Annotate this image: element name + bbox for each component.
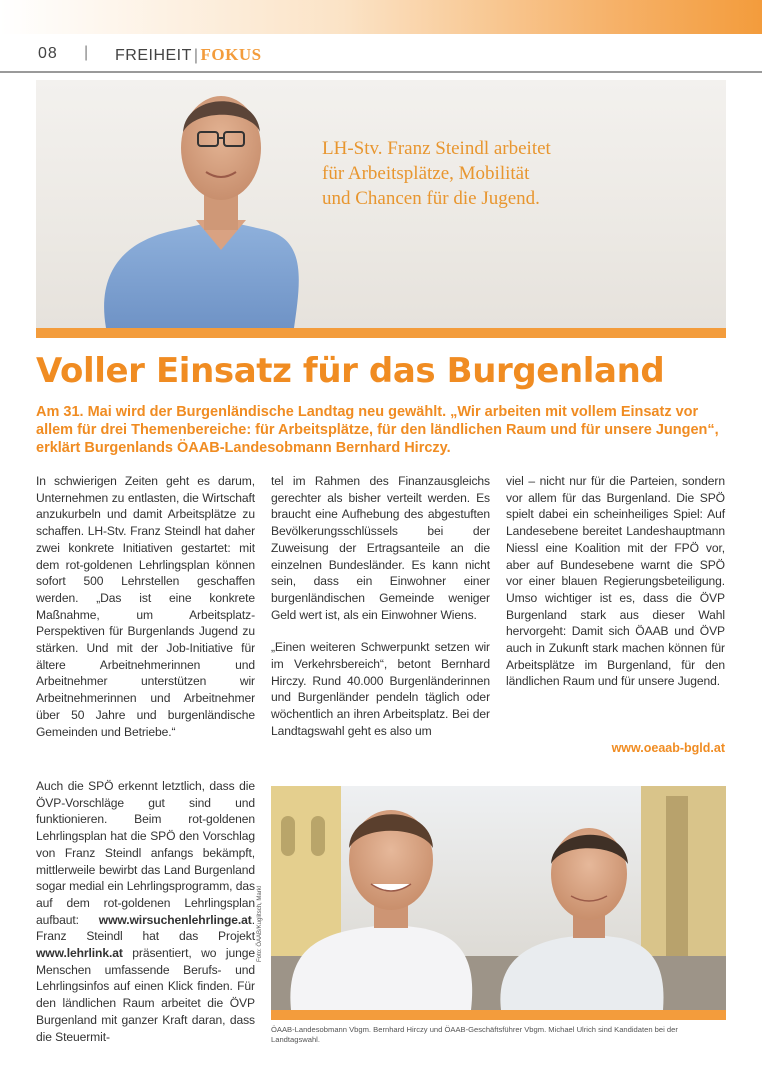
candidates-illustration: [271, 786, 726, 1010]
article-column-1-continued: [36, 778, 255, 1045]
photo-accent-bar: [271, 1010, 726, 1020]
article-column-2: [271, 473, 490, 740]
section-title-fokus: FOKUS: [200, 45, 262, 64]
photo-hirczy-ulrich: [271, 786, 726, 1010]
article-column-3: [506, 473, 725, 690]
photo-credit: Foto: ÖAAB/Kuglitsch, Markl: [257, 885, 263, 962]
paragraph: [36, 778, 255, 1045]
article-headline: Voller Einsatz für das Burgenland: [36, 351, 665, 391]
page-number: 08: [38, 45, 58, 62]
photo-caption: ÖAAB-Landesobmann Vbgm. Bernhard Hirczy und ÖAAB-Geschäftsführer Vbgm. Michael Ulrich sind Kandidaten bei der Landtagswahl.: [271, 1025, 678, 1044]
header-separator: |: [84, 44, 89, 61]
section-title-divider: |: [193, 47, 199, 64]
paragraph-text: . Franz Steindl hat das Projekt: [36, 912, 255, 944]
paragraph-text: Auch die SPÖ erkennt letztlich, dass die ÖVP-Vorschläge gut sind und funktionieren. Beim rot-goldenen Lehrlingsplan hat die SPÖ den Vorschlag von Franz Steindl anfangs bekämpft, mittlerweile bewirbt das Land Burgenland sogar medial ein Lehrlingsprogramm, das auf dem rot-goldenen Lehrlingsplan aufbaut:: [36, 779, 255, 927]
article-lead: Am 31. Mai wird der Burgenländische Landtag neu gewählt. „Wir arbeiten mit vollem Einsatz vor allem für drei Themenbereiche: für Arbeitsplätze, für den ländlichen Raum und für unsere Jungen“, erklärt Burgenlands ÖAAB-Landesobmann Bernhard Hirczy.: [36, 404, 719, 456]
hero-accent-bar: [36, 328, 726, 338]
hero-quote-line: und Chancen für die Jugend.: [322, 188, 540, 209]
section-title-freiheit: FREIHEIT: [115, 47, 192, 64]
header-rule: [0, 71, 762, 73]
top-gradient-band: [0, 0, 762, 34]
lehrlink-link[interactable]: www.lehrlink.at: [36, 946, 123, 961]
paragraph-text: präsentiert, wo junge Menschen umfassende Berufs- und Lehrlingsinfos auf einen Klick finden. Für den ländlichen Raum arbeitet die ÖVP Burgenland mit ganzer Kraft daran, dass die Steuermit-: [36, 946, 255, 1044]
hero-quote: [322, 136, 682, 211]
oeaab-website-link[interactable]: www.oeaab-bgld.at: [611, 741, 725, 755]
section-title: [115, 45, 262, 65]
article-column-1: [36, 473, 255, 740]
paragraph: tel im Rahmen des Finanzausgleichs gerechter als bisher verteilt werden. Es braucht eine Aufhebung des abgestuften Bevölkerungsschlüssels bei der Zuweisung der Ertragsanteile an die einzelnen Bundesländer. Es kann nicht sein, dass ein Einwohner einer burgenländischen Gemeinde weniger Geld wert ist, als ein Einwohner Wiens.: [271, 474, 490, 622]
paragraph: In schwierigen Zeiten geht es darum, Unternehmen zu entlasten, die Wirtschaft anzukurbeln und damit Arbeitsplätze zu schaffen. LH-Stv. Franz Steindl hat daher zwei konkrete Initiativen gestartet: mit dem rot-goldenen Lehrlingsplan können sofort 500 Lehrstellen geschaffen werden. „Das ist eine konkrete Maßnahme, um Arbeitsplatz-Perspektiven für Burgenlands Jugend zu stärken. Und mit der Job-Initiative für ältere Arbeitnehmerinnen und Arbeitnehmer unterstützen wir Arbeitnehmerinnen und Arbeitnehmer über 50 Jahre und burgenländische Gemeinden und Betriebe.“: [36, 474, 255, 739]
hero-quote-line: für Arbeitsplätze, Mobilität: [322, 163, 530, 184]
paragraph: viel – nicht nur für die Parteien, sondern vor allem für das Burgenland. Die SPÖ spielt dabei ein scheinheiliges Spiel: Auf Landesebene bereitet Landeshauptmann Niessl eine Koalition mit der FPÖ vor, aber auf Bundesebene warnt die SPÖ vor einer blauen Regierungsbeteiligung. Umso wichtiger ist es, dass die ÖVP Burgenland stark aus dieser Wahl hervorgeht: Damit sich ÖAAB und ÖVP auch in Zukunft stark machen können für Arbeitsplätze im Burgenland, für den ländlichen Raum und für unsere Jugend.: [506, 474, 725, 689]
wirsuchenlehrlinge-link[interactable]: www.wirsuchenlehrlinge.at: [98, 912, 252, 927]
paragraph: „Einen weiteren Schwerpunkt setzen wir im Verkehrsbereich“, betont Bernhard Hirczy. Rund 40.000 Burgenländerinnen und Burgenländer pendeln täglich oder wöchentlich an ihren Arbeitsplatz. Bei der Landtagswahl geht es also um: [271, 640, 490, 738]
hero-quote-line: LH-Stv. Franz Steindl arbeitet: [322, 138, 551, 159]
